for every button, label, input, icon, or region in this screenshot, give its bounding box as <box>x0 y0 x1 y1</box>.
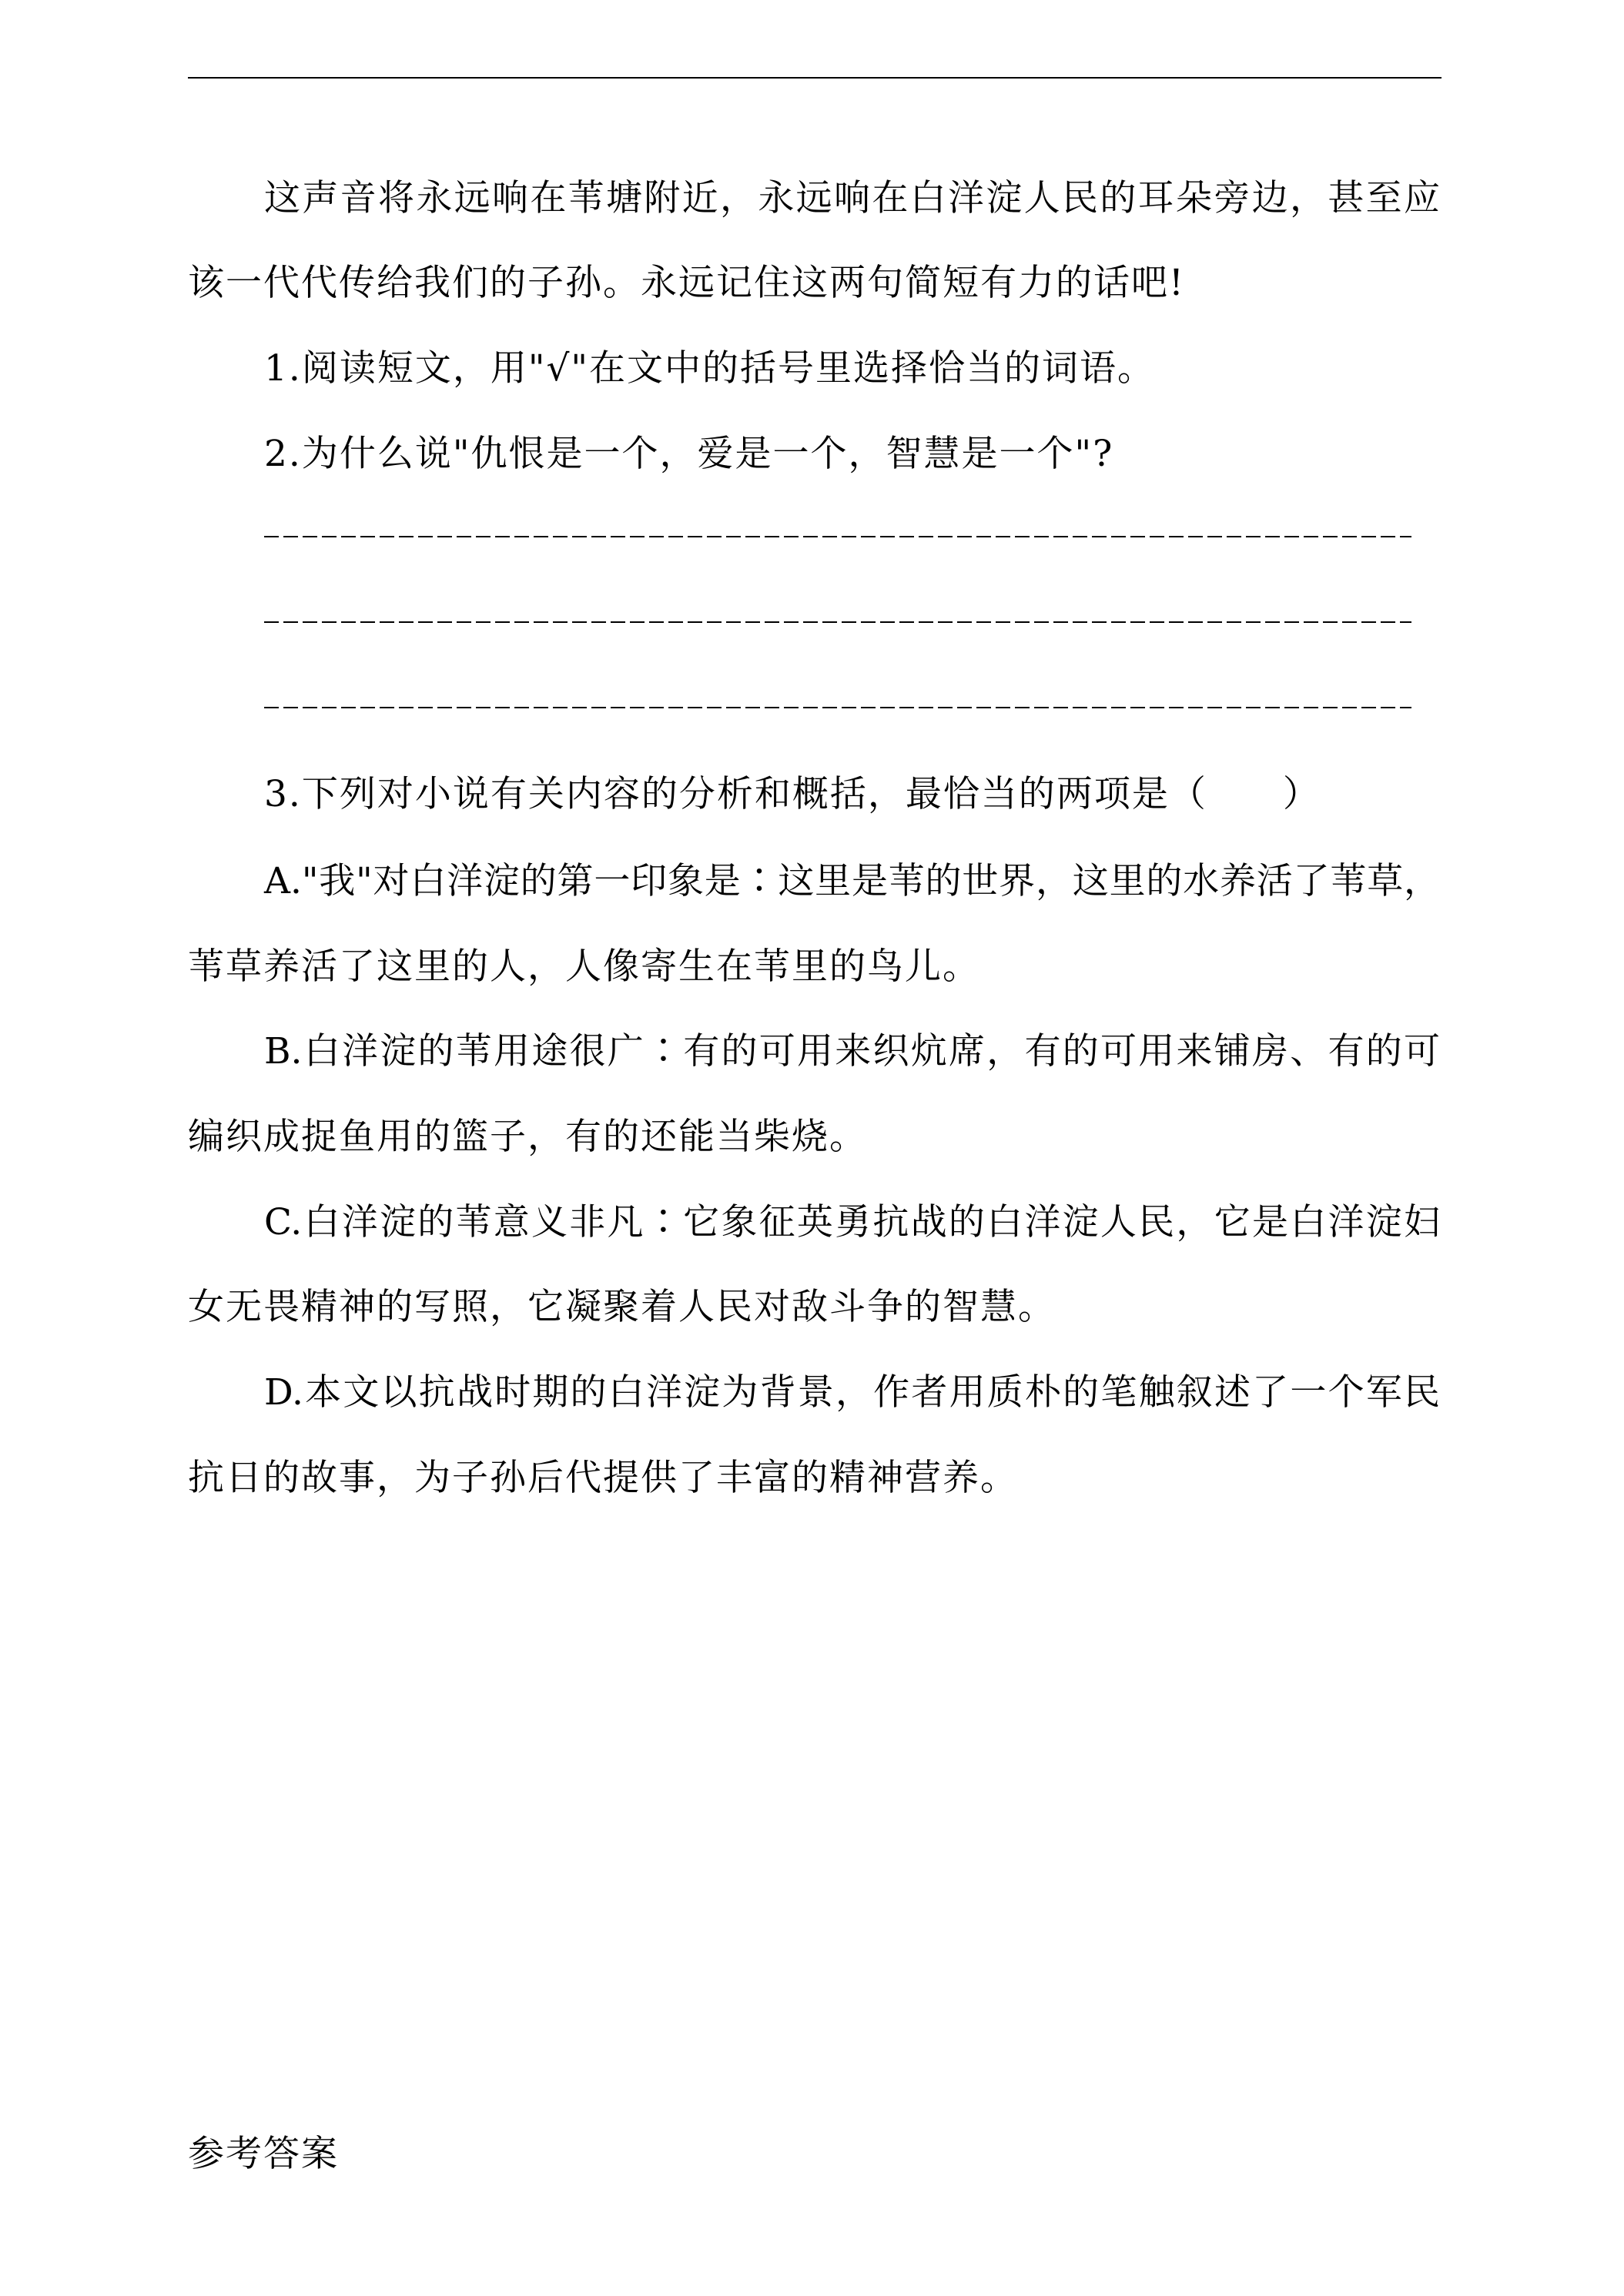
option-b-line: 编织成捉鱼用的篮子，有的还能当柴烧。 <box>188 1116 867 1158</box>
option-b-line: B.白洋淀的苇用途很广∶有的可用来织炕席，有的可用来铺房、有的可 <box>264 1030 1440 1073</box>
question-1-text: 1.阅读短文，用"√"在文中的括号里选择恰当的词语。 <box>264 347 1156 390</box>
passage-line: 该一代代传给我们的子孙。永远记住这两句简短有力的话吧! <box>188 262 1185 304</box>
question-2-text: 2.为什么说"仇恨是一个，爱是一个，智慧是一个"? <box>264 433 1114 475</box>
answer-blank-line <box>264 621 1411 623</box>
passage-line: 这声音将永远响在苇塘附近，永远响在白洋淀人民的耳朵旁边，甚至应 <box>264 177 1440 219</box>
option-c-line: C.白洋淀的苇意义非凡∶它象征英勇抗战的白洋淀人民，它是白洋淀妇 <box>264 1201 1440 1243</box>
option-a-line: A."我"对白洋淀的第一印象是∶这里是苇的世界，这里的水养活了苇草， <box>264 860 1440 902</box>
option-d-line: D.本文以抗战时期的白洋淀为背景，作者用质朴的笔触叙述了一个军民 <box>264 1371 1440 1414</box>
answer-blank-line <box>264 707 1411 708</box>
option-a-line: 苇草养活了这里的人，人像寄生在苇里的鸟儿。 <box>188 946 980 988</box>
answer-key-heading: 参考答案 <box>188 2133 339 2175</box>
option-c-line: 女无畏精神的写照，它凝聚着人民对敌斗争的智慧。 <box>188 1286 1056 1328</box>
question-3-text: 3.下列对小说有关内容的分析和概括，最恰当的两项是（ ） <box>264 773 1321 815</box>
option-d-line: 抗日的故事，为子孙后代提供了丰富的精神营养。 <box>188 1457 1018 1499</box>
header-rule <box>188 77 1442 79</box>
answer-blank-line <box>264 536 1411 537</box>
